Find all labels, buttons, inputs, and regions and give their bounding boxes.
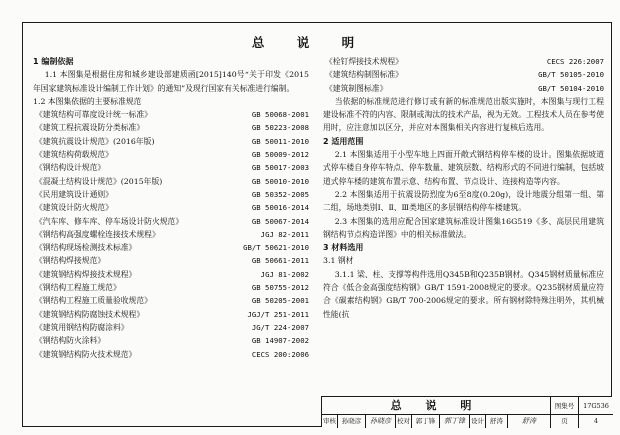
proof-label: 校对: [396, 415, 412, 428]
designer-signature: 舒涛: [508, 415, 551, 428]
standard-name: 《建筑设计防火规范》: [35, 203, 113, 213]
standard-row: [323, 55, 604, 68]
standard-row: [33, 241, 309, 254]
standard-name: 《建筑用钢结构防腐涂料》: [35, 322, 129, 332]
atlas-number: 17G536: [579, 397, 613, 415]
left-column: [33, 55, 309, 361]
standard-row: [323, 82, 604, 95]
standard-code: GB/T 50105-2010: [538, 70, 604, 80]
section-3-heading: 3 材料选用: [323, 243, 364, 253]
standard-name: 《建筑结构制图标准》: [325, 70, 403, 80]
standard-code: GB 50017-2003: [251, 163, 309, 173]
standard-name: 《钢结构工程施工规范》: [35, 283, 121, 293]
standard-name: 《建筑结构荷载规范》: [35, 150, 113, 160]
paragraph-3-1: 3.1 钢材: [323, 256, 354, 266]
proofer-name: 郭丁锋: [412, 415, 440, 428]
proofer-signature: 郭丁锋: [440, 415, 470, 428]
standard-name: 《钢结构高强度螺栓连接技术规程》: [35, 229, 160, 239]
standard-row: [33, 321, 309, 334]
standard-code: GB 50010-2010: [251, 176, 309, 186]
standard-row: [33, 188, 309, 201]
standard-row: [33, 135, 309, 148]
standards-list-right: [323, 55, 604, 95]
standard-row: [323, 68, 604, 81]
standard-row: [33, 348, 309, 361]
atlas-number-label: 图集号: [551, 397, 579, 415]
standard-row: [33, 108, 309, 121]
standard-row: [33, 175, 309, 188]
page-number: 4: [593, 417, 599, 425]
title-block-name: 总 说 明: [322, 397, 551, 415]
paragraph-3-1-1: 3.1.1 梁、柱、支撑等构件选用Q345B和Q235B钢材。Q345钢材质量标准应符合《低合金高强度结构钢》GB/T 1591-2008规定的要求。Q235钢材质量应符合《碳素结构钢》GB/T 700-2006规定的要求。所有钢材除特殊注明外，其机械性能(抗: [323, 269, 604, 319]
standard-row: [33, 281, 309, 294]
standard-name: 《钢结构焊接规范》: [35, 256, 106, 266]
standard-row: [33, 148, 309, 161]
standard-code: GB 50009-2012: [251, 150, 309, 160]
standard-code: GB 50223-2008: [251, 123, 309, 133]
section-2-heading: 2 适用范围: [323, 136, 364, 146]
standard-row: [33, 308, 309, 321]
standard-code: GB 50661-2011: [251, 256, 309, 266]
standard-row: [33, 161, 309, 174]
standard-name: 《建筑结构可靠度设计统一标准》: [35, 110, 152, 120]
standard-code: GB 50352-2005: [251, 189, 309, 199]
paragraph-2-2: 2.2 本图集适用于抗震设防烈度为6至8度(0.20g)，设计地震分组第一组、第二组，场地类别Ⅰ、Ⅱ、Ⅲ类地区的多层钢结构停车楼建筑。: [323, 189, 604, 213]
standard-name: 《栓钉焊接技术规程》: [325, 57, 403, 66]
standard-code: JGJ 82-2011: [260, 229, 309, 239]
standard-code: GB 14907-2002: [251, 336, 309, 346]
standard-code: GB 50016-2014: [251, 203, 309, 213]
standard-row: [33, 201, 309, 214]
standard-code: GB/T 50104-2010: [538, 83, 604, 93]
standard-row: [33, 121, 309, 134]
standard-name: 《汽车库、修车库、停车场设计防火规范》: [35, 216, 184, 226]
standard-row: [33, 294, 309, 307]
designer-name: 舒涛: [486, 415, 508, 428]
page-title: 总 说 明: [251, 35, 369, 50]
standards-list-left: [33, 108, 309, 361]
standard-code: CECS 226:2007: [546, 57, 604, 66]
right-column: [323, 55, 604, 321]
standard-code: JG/T 224-2007: [251, 322, 309, 332]
standard-row: [33, 254, 309, 267]
section-1-heading: 1 编制依据: [33, 57, 74, 66]
standards-note: 当依据的标准规范进行修订或有新的标准规范出版实施时，本图集与现行工程建设标准不符的内容、限制或淘汰的技术产品，视为无效。工程技术人员在参考使用时，应注意加以区分，并应对本图集相关内容进行复核后选用。: [323, 96, 604, 133]
standard-name: 《民用建筑设计通则》: [35, 189, 113, 199]
standard-code: GB 50067-2014: [251, 216, 309, 226]
standard-row: [33, 215, 309, 228]
standard-name: 《建筑工程抗震设防分类标准》: [35, 123, 145, 133]
standard-code: JGJ 81-2002: [260, 269, 309, 279]
standard-code: GB/T 50621-2010: [243, 243, 309, 253]
standard-name: 《钢结构设计规范》: [35, 163, 106, 173]
review-label: 审核: [322, 415, 338, 428]
page-label: 页: [551, 415, 579, 428]
paragraph-1-1: 1.1 本图集是根据住房和城乡建设部建质函[2015]140号“关于印发《2015年国家建筑标准设计编制工作计划》的通知”及现行国家有关标准进行编制。: [33, 70, 309, 93]
standard-code: CECS 200:2006: [251, 349, 309, 359]
title-block: [321, 396, 612, 427]
standard-name: 《钢结构防火涂料》: [35, 336, 106, 346]
standard-code: GB 50205-2001: [251, 296, 309, 306]
paragraph-2-3: 2.3 本图集的选用应配合国家建筑标准设计图集16G519《多、高层民用建筑钢结构节点构造详图》中的相关标准做法。: [323, 216, 604, 239]
standard-name: 《钢结构现场检测技术标准》: [35, 243, 137, 253]
design-label: 设计: [470, 415, 486, 428]
standard-code: GB 50011-2010: [251, 136, 309, 146]
standard-row: [33, 334, 309, 347]
standard-name: 《建筑钢结构防火技术规范》: [35, 349, 137, 359]
standard-row: [33, 268, 309, 281]
standard-row: [33, 228, 309, 241]
paragraph-2-1: 2.1 本图集适用于小型车地上四面开敞式钢结构停车楼的设计。图集依据坡道式停车楼自身停车特点、停车数量、建筑层数、结构形式的不同进行编制，包括坡道式停车楼的建筑布置示意、结构布置、节点设计、连接构造等内容。: [323, 150, 604, 186]
standard-name: 《混凝土结构设计规范》(2015年版): [35, 176, 163, 186]
paragraph-1-2: 1.2 本图集依据的主要标准规范: [33, 96, 142, 106]
standard-code: GB 50755-2012: [251, 283, 309, 293]
standard-name: 《建筑抗震设计规范》(2016年版): [35, 136, 155, 146]
standard-code: JGJ/T 251-2011: [247, 309, 309, 319]
standard-code: GB 50068-2001: [251, 110, 309, 120]
standard-name: 《建筑钢结构防腐蚀技术规程》: [35, 309, 145, 319]
reviewer-signature: 孙晓彦: [366, 415, 396, 428]
reviewer-name: 孙晓彦: [338, 415, 366, 428]
standard-name: 《建筑制图标准》: [325, 83, 388, 93]
standard-name: 《钢结构工程施工质量验收规范》: [35, 296, 152, 306]
standard-name: 《建筑钢结构焊接技术规程》: [35, 269, 137, 279]
